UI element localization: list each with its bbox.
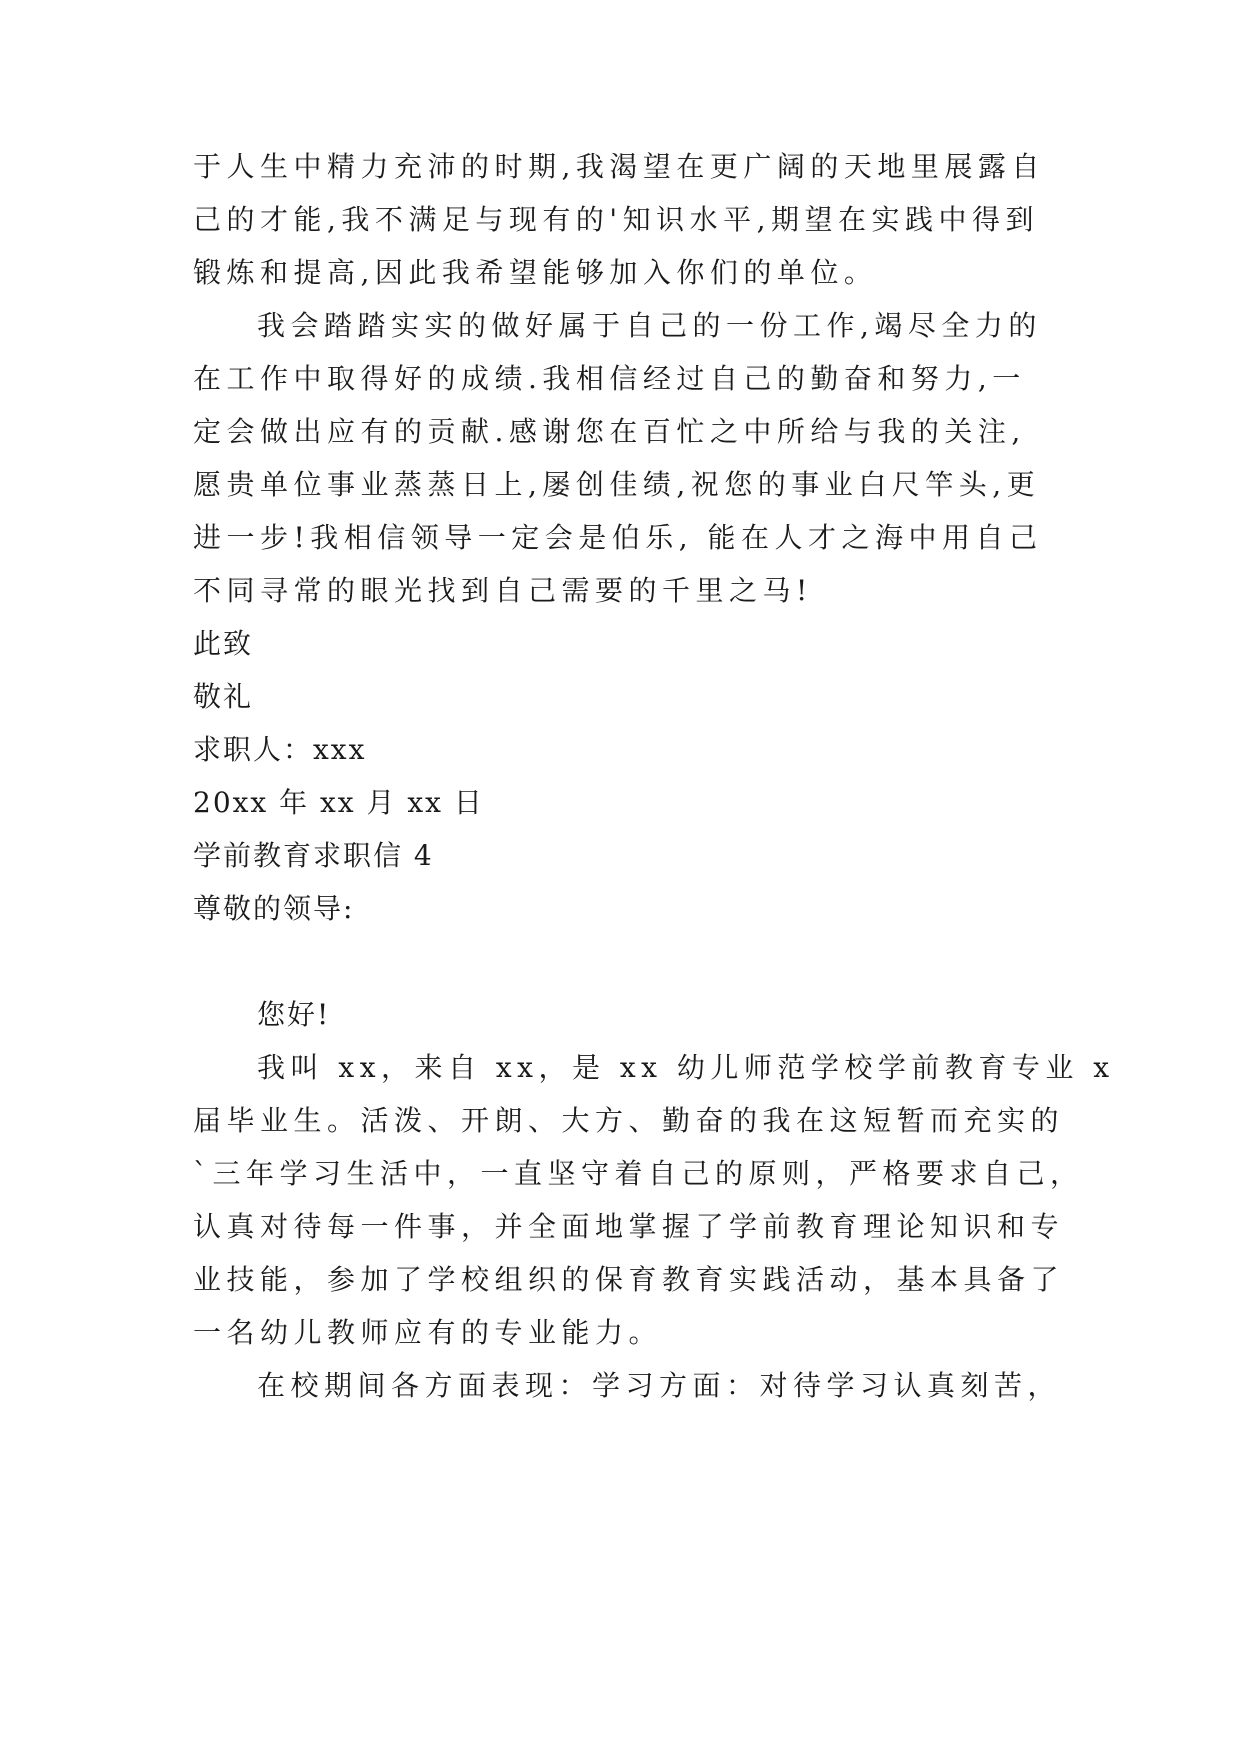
closing-line: 此致	[193, 627, 254, 660]
paragraph-line: 业技能，参加了学校组织的保育教育实践活动，基本具备了	[193, 1263, 1065, 1296]
paragraph-line: 我会踏踏实实的做好属于自己的一份工作,竭尽全力的	[257, 309, 1042, 342]
paragraph-line: 于人生中精力充沛的时期,我渴望在更广阔的天地里展露自	[193, 150, 1045, 183]
paragraph-line: 愿贵单位事业蒸蒸日上,屡创佳绩,祝您的事业白尺竿头,更	[193, 468, 1041, 501]
date-line: 20xx 年 xx 月 xx 日	[193, 786, 484, 819]
paragraph-line: 定会做出应有的贡献.感谢您在百忙之中所给与我的关注,	[193, 415, 1026, 448]
paragraph-line: 锻炼和提高,因此我希望能够加入你们的单位。	[193, 256, 878, 289]
greeting-line: 您好!	[257, 998, 331, 1031]
paragraph-line: 在校期间各方面表现：学习方面：对待学习认真刻苦，	[257, 1369, 1062, 1402]
paragraph-line: 我叫 xx，来自 xx，是 xx 幼儿师范学校学前教育专业 x	[257, 1051, 1115, 1084]
paragraph-line: 认真对待每一件事，并全面地掌握了学前教育理论知识和专	[193, 1210, 1065, 1243]
salutation-line: 尊敬的领导:	[193, 892, 355, 925]
paragraph-line: `三年学习生活中，一直坚守着自己的原则，严格要求自己，	[193, 1157, 1084, 1190]
paragraph-line: 一名幼儿教师应有的专业能力。	[193, 1316, 663, 1349]
paragraph-line: 不同寻常的眼光找到自己需要的千里之马!	[193, 574, 813, 607]
paragraph-line: 进一步!我相信领导一定会是伯乐, 能在人才之海中用自己	[193, 521, 1043, 554]
paragraph-line: 己的才能,我不满足与现有的'知识水平,期望在实践中得到	[193, 203, 1040, 236]
paragraph-line: 届毕业生。活泼、开朗、大方、勤奋的我在这短暂而充实的	[193, 1104, 1065, 1137]
closing-line: 敬礼	[193, 680, 254, 713]
section-title: 学前教育求职信 4	[193, 839, 434, 872]
signature-line: 求职人：xxx	[193, 733, 367, 766]
paragraph-line: 在工作中取得好的成绩.我相信经过自己的勤奋和努力,一	[193, 362, 1026, 395]
